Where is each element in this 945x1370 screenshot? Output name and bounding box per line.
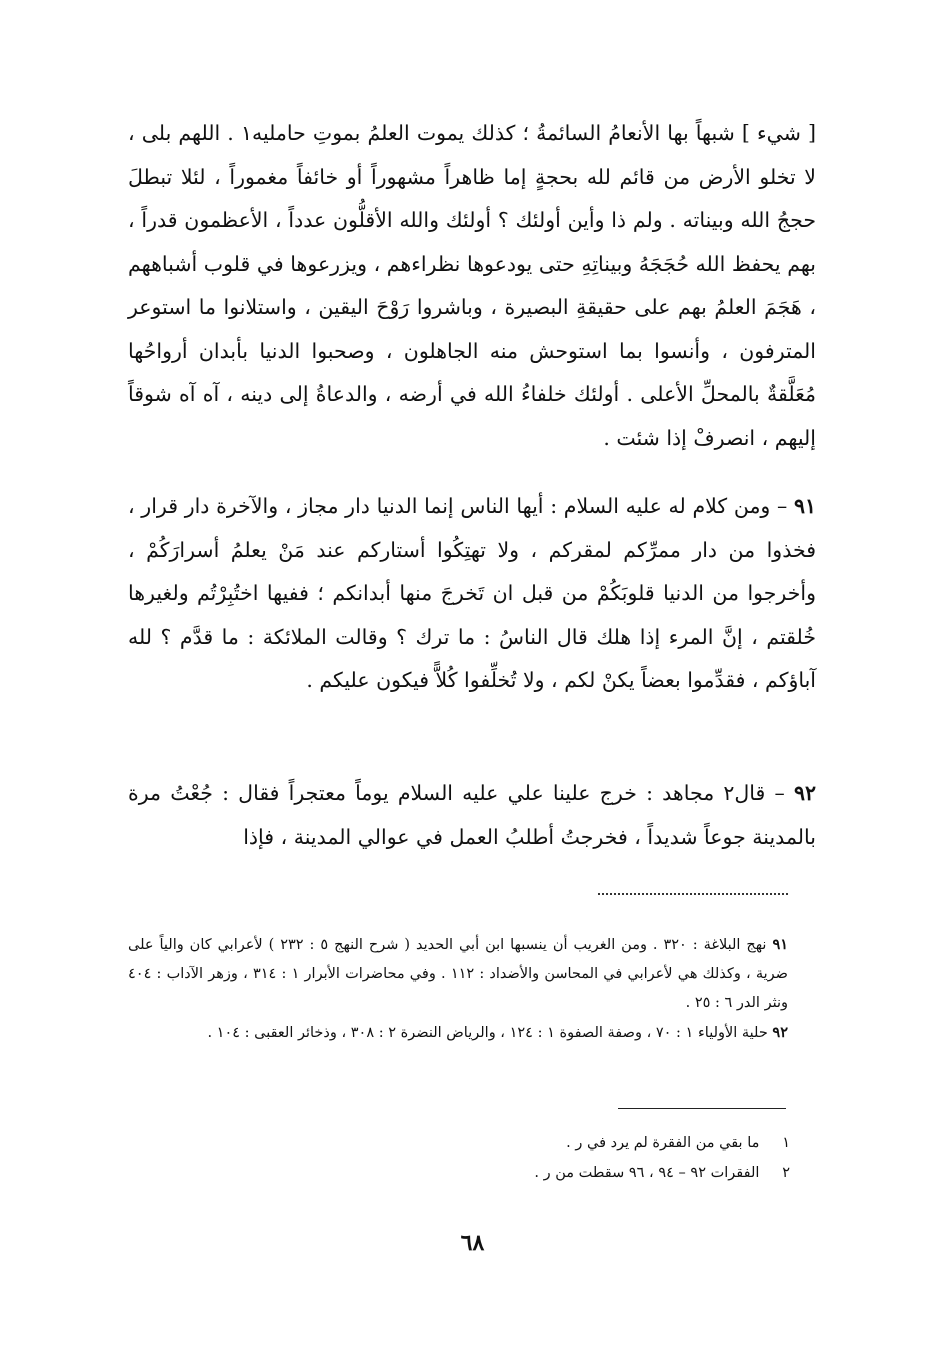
paragraph-92 [128,772,816,859]
paragraph-continued [128,112,816,460]
dotted-separator [598,893,788,895]
note-text: نهج البلاغة : ٣٢٠ . ومن الغريب أن ينسبها ابن أبي الحديد ( شرح النهج ٥ : ٢٣٢ ) لأعرابي كان والياً على ضرية ، وكذلك هي لأعرابي في المحاسن والأضداد : ١١٢ . وفي محاضرات الأبرار ١ : ٣١٤ ، وزهر الآداب : ٤٠٤ ونثر الدر ٦ : ٢٥ . [128,937,788,1011]
note-text: حلية الأولياء ١ : ٧٠ ، وصفة الصفوة ١ : ١٢٤ ، والرياض النضرة ٢ : ٣٠٨ ، وذخائر العقبى : ١٠٤ . [207,1025,768,1041]
source-note-91 [128,930,788,1018]
paragraph-text: – قال٢ مجاهد : خرج علينا علي عليه السلام يوماً معتجراً فقال : جُعْتُ مرة بالمدينة جوعاً شديداً ، فخرجتُ أطلبُ العمل في عوالي المدينة ، فإذا [128,781,816,849]
main-text [128,0,816,880]
page-number: ٦٨ [460,1230,485,1256]
paragraph-number: ٩٢ [793,781,816,805]
footnote-number: ٢ [782,1165,790,1181]
footnote-number: ١ [782,1135,790,1151]
source-note-92 [128,1018,788,1048]
footnote-rule [618,1108,786,1109]
footnote-2 [400,1158,790,1188]
footnote-text: ما بقي من الفقرة لم يرد في ر . [566,1135,760,1151]
paragraph-91 [128,485,816,703]
footnote-1 [400,1128,790,1158]
note-number: ٩٢ [772,1024,788,1041]
footnotes [400,1128,790,1188]
footnote-text: الفقرات ٩٢ – ٩٤ ، ٩٦ سقطت من ر . [534,1165,760,1181]
source-notes [128,930,788,1048]
paragraph-text: [ شيء ] شبهاً بها الأنعامُ السائمةُ ؛ كذلك يموت العلمُ بموتِ حامليه١ . اللهم بلى ، لا تخلو الأرض من قائم لله بحجةٍ إما ظاهراً مشهوراً أو خائفاً مغموراً ، لئلا تبطلَ حججُ الله وبيناته . ولم ذا وأين أولئك ؟ أولئك والله الأقلُّون عدداً ، الأعظمون قدراً ، بهم يحفظ الله حُجَجَهُ وبيناتِهِ حتى يودعوها نظراءهم ، ويزرعوها في قلوب أشباههم ، هَجَمَ العلمُ بهم على حقيقةِ البصيرة ، وباشروا رَوْحَ اليقين ، واستلانوا ما استوعر المترفون ، وأنسوا بما استوحش منه الجاهلون ، وصحبوا الدنيا بأبدان أرواحُها مُعَلَّقةٌ بالمحلِّ الأعلى . أولئك خلفاءُ الله في أرضه ، والدعاةُ إلى دينه ، آه آه شوقاً إليهم ، انصرفْ إذا شئت . [128,121,816,450]
paragraph-number: ٩١ [793,494,816,518]
paragraph-text: – ومن كلام له عليه السلام : أيها الناس إنما الدنيا دار مجاز ، والآخرة دار قرار ، فخذوا من دار ممرِّكم لمقركم ، ولا تهتِكُوا أستاركم عند مَنْ يعلمُ أسرارَكُمْ ، وأخرجوا من الدنيا قلوبَكُمْ من قبل ان تَخرجَ منها أبدانكم ؛ ففيها اختُبِرْتُم ولغيرها خُلقتم ، إنَّ المرء إذا هلك قال الناسُ : ما ترك ؟ وقالت الملائكة : ما قدَّم ؟ لله آباؤكم ، فقدِّموا بعضاً يكنْ لكم ، ولا تُخلِّفوا كُلاًّ فيكون عليكم . [128,494,816,692]
note-number: ٩١ [772,936,789,953]
